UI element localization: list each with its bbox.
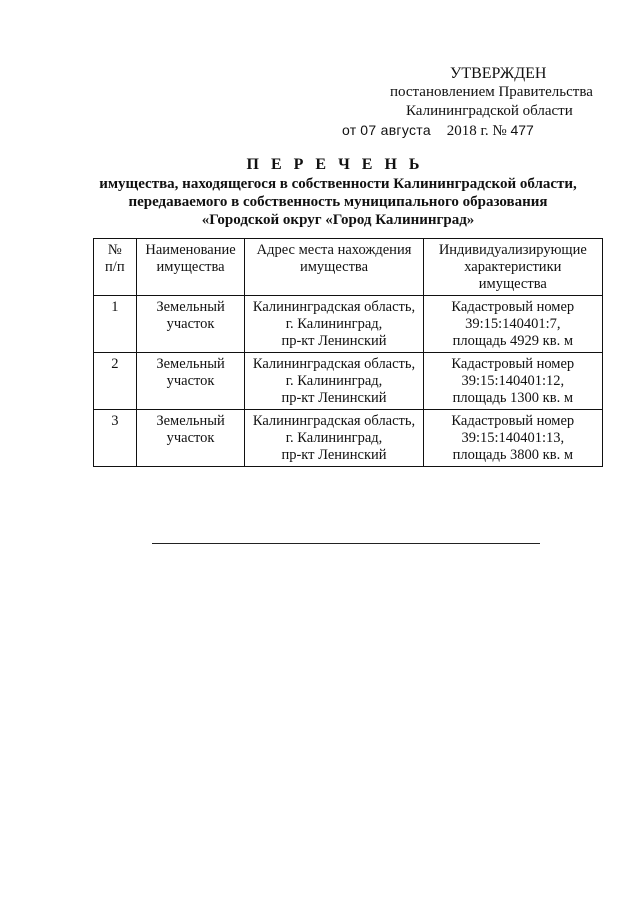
cell-address (245, 353, 423, 410)
cell-text: 39:15:140401:12, (461, 373, 565, 389)
header-text: имущества (156, 259, 225, 275)
cell-text: г. Калининград, (285, 373, 383, 389)
cell-characteristics (423, 410, 602, 467)
header-text: Адрес места нахождения (256, 242, 412, 258)
header-text: Наименование (145, 242, 236, 258)
cell-characteristics (423, 296, 602, 353)
table-header-row (94, 239, 603, 296)
cell-address (245, 410, 423, 467)
cell-text: Кадастровый номер (451, 413, 575, 429)
cell-text: пр-кт Ленинский (281, 390, 387, 406)
property-table (93, 238, 603, 467)
cell-text: 39:15:140401:7, (465, 316, 561, 332)
approval-date: 07 августа (360, 122, 431, 138)
cell-text: площадь 3800 кв. м (452, 447, 573, 463)
cell-text: пр-кт Ленинский (281, 333, 387, 349)
cell-address (245, 296, 423, 353)
approval-year: 2018 г. № (446, 123, 507, 139)
approval-number: 477 (510, 122, 534, 138)
cell-text: участок (166, 373, 215, 389)
header-name (136, 239, 245, 296)
cell-text: г. Калининград, (285, 430, 383, 446)
table-row (94, 353, 603, 410)
cell-text: участок (166, 430, 215, 446)
cell-text: площадь 4929 кв. м (452, 333, 573, 349)
header-address (245, 239, 423, 296)
header-text: имущества (300, 259, 369, 275)
cell-text: г. Калининград, (285, 316, 383, 332)
cell-number: 2 (94, 353, 137, 410)
approval-authority: Калининградской области (406, 103, 573, 119)
document-title (0, 155, 640, 229)
title-line-2: передаваемого в собственность муниципального образования (128, 194, 548, 210)
title-line-3: «Городской округ «Город Калининград» (201, 212, 475, 228)
header-text: Индивидуализирующие (438, 242, 587, 258)
cell-text: Калининградская область, (252, 356, 416, 372)
table-row (94, 296, 603, 353)
approval-date-line (342, 121, 610, 141)
header-characteristics (423, 239, 602, 296)
approval-status: УТВЕРЖДЕН (450, 65, 547, 82)
cell-characteristics (423, 353, 602, 410)
cell-text: Кадастровый номер (451, 356, 575, 372)
cell-text: Земельный (156, 413, 225, 429)
cell-text: Калининградская область, (252, 413, 416, 429)
cell-text: площадь 1300 кв. м (452, 390, 573, 406)
end-of-document-line (152, 543, 540, 544)
cell-name (136, 353, 245, 410)
cell-number: 1 (94, 296, 137, 353)
header-number (94, 239, 137, 296)
header-text: имущества (478, 276, 547, 292)
cell-text: 39:15:140401:13, (461, 430, 565, 446)
cell-text: Земельный (156, 299, 225, 315)
approval-date-prefix: от (342, 122, 357, 138)
cell-number: 3 (94, 410, 137, 467)
title-line-1: имущества, находящегося в собственности Калининградской области, (99, 176, 577, 192)
cell-name (136, 410, 245, 467)
title-heading: П Е Р Е Ч Е Н Ь (246, 156, 424, 173)
approval-resolution: постановлением Правительства (390, 84, 593, 100)
table-row (94, 410, 603, 467)
cell-text: Калининградская область, (252, 299, 416, 315)
cell-text: участок (166, 316, 215, 332)
approval-block (330, 64, 610, 141)
cell-text: Кадастровый номер (451, 299, 575, 315)
header-text: п/п (105, 259, 125, 275)
cell-text: Земельный (156, 356, 225, 372)
header-text: № (107, 242, 122, 258)
cell-text: пр-кт Ленинский (281, 447, 387, 463)
cell-name (136, 296, 245, 353)
header-text: характеристики (464, 259, 562, 275)
